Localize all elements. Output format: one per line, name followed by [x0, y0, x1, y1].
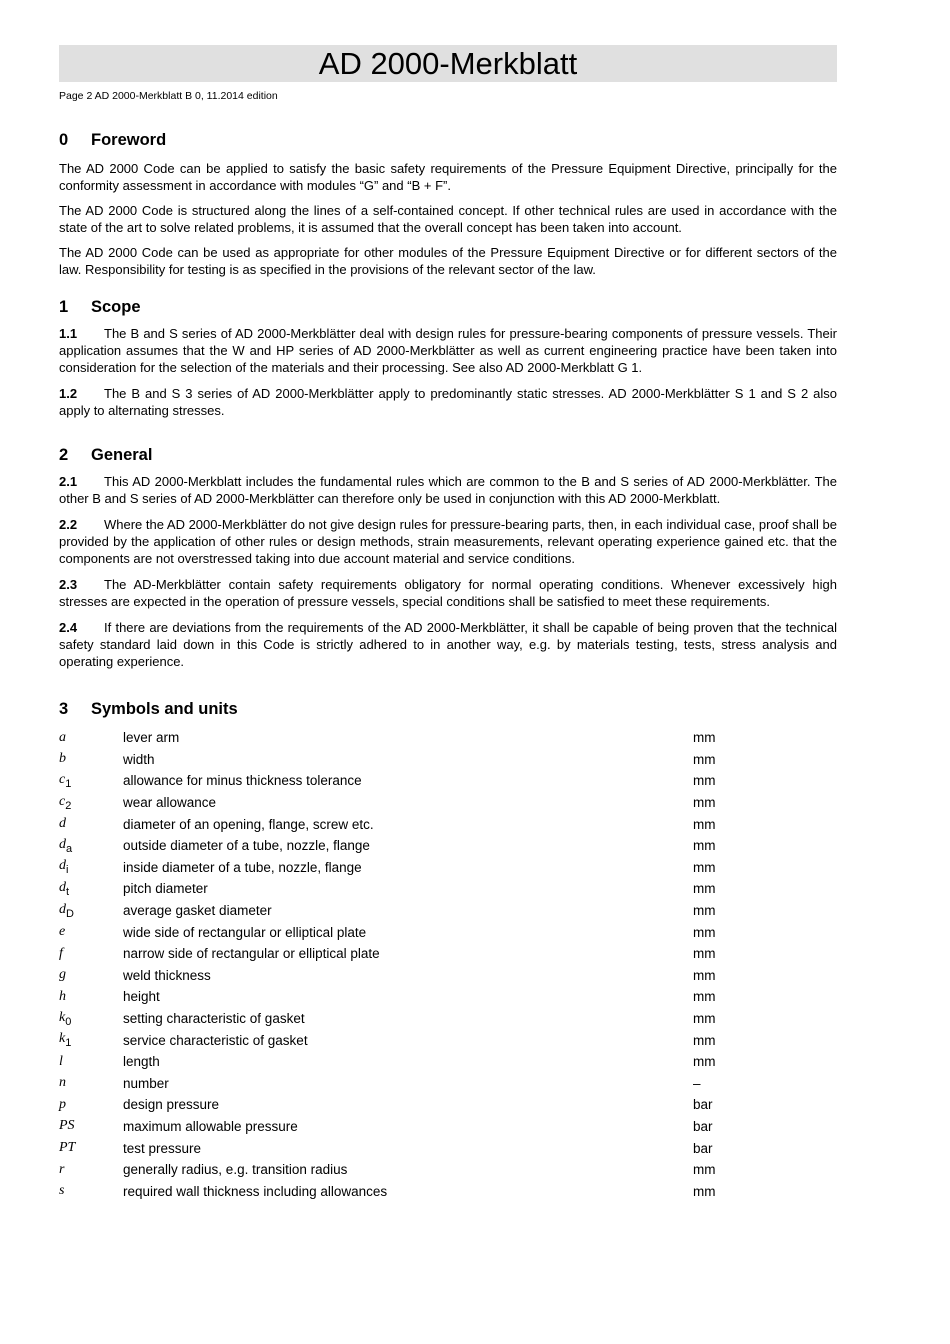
symbol-description: average gasket diameter	[123, 903, 272, 919]
paragraph-1-2: 1.2 The B and S 3 series of AD 2000-Merkblätter apply to predominantly static stresses. AD 2000-Merkblätter S 1 and S 2 also apply to alternating stresses.	[59, 386, 837, 418]
symbol-row	[59, 878, 837, 900]
section-heading: 1 Scope	[59, 298, 141, 316]
symbol-description: pitch diameter	[123, 881, 208, 897]
symbol-description: height	[123, 989, 160, 1005]
symbol-row	[59, 1029, 837, 1051]
symbol-unit: –	[693, 1075, 701, 1091]
section-general	[59, 446, 837, 670]
paragraph-2-2: 2.2 Where the AD 2000-Merkblätter do not give design rules for pressure-bearing parts, then, in each individual case, proof shall be provided by the application of other rules or design methods, strain measurements, relevant operating experience gained etc. that the components are not overstressed taking into due account material and service conditions.	[59, 517, 837, 566]
symbol-unit: bar	[693, 1118, 713, 1134]
symbol: $d_i$	[59, 858, 69, 877]
symbol-row	[59, 813, 837, 835]
symbol-row	[59, 835, 837, 857]
symbol-unit: mm	[693, 730, 716, 746]
symbol: a	[59, 729, 66, 745]
symbol: $c_2$	[59, 793, 72, 812]
symbol-row	[59, 749, 837, 771]
symbol-unit: mm	[693, 924, 716, 940]
symbol-row	[59, 792, 837, 814]
symbol-row	[59, 1051, 837, 1073]
section-foreword	[59, 131, 837, 278]
document-page	[59, 0, 837, 1202]
symbol: $d_D$	[59, 901, 74, 920]
symbol-unit: bar	[693, 1097, 713, 1113]
symbol-row	[59, 1159, 837, 1181]
symbol-unit: mm	[693, 1032, 716, 1048]
symbol-description: diameter of an opening, flange, screw etc.	[123, 816, 374, 832]
symbol-description: wide side of rectangular or elliptical plate	[123, 924, 367, 940]
paragraph-1-1: 1.1 The B and S series of AD 2000-Merkblätter deal with design rules for pressure-bearing components of pressure vessels. Their application assumes that the W and HP series of AD 2000-Merkblätter as well as current engineering practice have been taken into consideration for the selection of the materials and their processing. See also AD 2000-Merkblatt G 1.	[59, 326, 837, 375]
symbol-unit: mm	[693, 1183, 716, 1199]
symbol: n	[59, 1075, 66, 1091]
symbol-description: length	[123, 1054, 160, 1070]
symbol-description: inside diameter of a tube, nozzle, flange	[123, 859, 362, 875]
paragraph-2-4: 2.4 If there are deviations from the requirements of the AD 2000-Merkblätter, it shall be capable of being proven that the technical safety standard laid down in this Code is strictly adhered to in another way, e.g. by materials testing, tests, stress analysis and operating experience.	[59, 620, 837, 669]
symbol-description: narrow side of rectangular or elliptical plate	[123, 946, 380, 962]
symbol: l	[59, 1053, 63, 1069]
symbol: d	[59, 816, 66, 832]
symbol-row	[59, 1073, 837, 1095]
symbol-description: generally radius, e.g. transition radius	[123, 1162, 348, 1178]
document-title: AD 2000-Merkblatt	[318, 46, 578, 81]
symbol-unit: mm	[693, 1011, 716, 1027]
symbol-row	[59, 1008, 837, 1030]
symbol: s	[59, 1183, 65, 1199]
symbol-unit: mm	[693, 1162, 716, 1178]
symbol: $d_a$	[59, 836, 73, 855]
symbol-description: setting characteristic of gasket	[123, 1011, 305, 1027]
symbol-unit: mm	[693, 967, 716, 983]
symbol-description: number	[123, 1075, 169, 1091]
paragraph: The AD 2000 Code is structured along the lines of a self-contained concept. If other technical rules are used in accordance with the state of the art to solve related problems, it is assumed that the overall concept has been taken into account.	[59, 203, 837, 235]
symbol-row	[59, 921, 837, 943]
paragraph-2-1: 2.1 This AD 2000-Merkblatt includes the fundamental rules which are common to the B and S series of AD 2000-Merkblätter. The other B and S series of AD 2000-Merkblätter can therefore only be used in conjunction with this AD 2000-Merkblatt.	[59, 474, 837, 506]
symbol-description: outside diameter of a tube, nozzle, flange	[123, 838, 370, 854]
symbol-row	[59, 900, 837, 922]
symbol-description: design pressure	[123, 1097, 220, 1113]
symbol-description: weld thickness	[123, 967, 211, 983]
paragraph: The AD 2000 Code can be used as appropriate for other modules of the Pressure Equipment Directive or for different sectors of the law. Responsibility for testing is as specified in the provisions of the relevant sector of the law.	[59, 245, 837, 277]
symbol: PT	[59, 1140, 76, 1156]
symbol-unit: mm	[693, 881, 716, 897]
section-scope	[59, 298, 837, 419]
symbol: h	[59, 988, 66, 1004]
symbol-row	[59, 727, 837, 749]
symbol-unit: mm	[693, 751, 716, 767]
symbol-row	[59, 857, 837, 879]
symbol-unit: mm	[693, 816, 716, 832]
symbol-unit: mm	[693, 903, 716, 919]
symbol-unit: mm	[693, 859, 716, 875]
symbol: PS	[59, 1118, 75, 1134]
symbol-unit: mm	[693, 1054, 716, 1070]
paragraph-2-3: 2.3 The AD-Merkblätter contain safety requirements obligatory for normal operating conditions. Whenever excessively high stresses are expected in the operation of pressure vessels, special conditions shall be satisfied to meet these requirements.	[59, 577, 837, 609]
symbol-unit: mm	[693, 773, 716, 789]
section-heading: 2 General	[59, 446, 153, 464]
symbol-unit: mm	[693, 989, 716, 1005]
symbol-description: test pressure	[123, 1140, 202, 1156]
paragraph: The AD 2000 Code can be applied to satisfy the basic safety requirements of the Pressure Equipment Directive, principally for the conformity assessment in accordance with modules “G” and “B + F”.	[59, 161, 837, 193]
symbol-unit: mm	[693, 946, 716, 962]
section-heading: 0 Foreword	[59, 131, 167, 149]
symbols-table	[59, 727, 837, 1202]
symbol: $k_1$	[59, 1031, 72, 1049]
symbol-description: required wall thickness including allowances	[123, 1183, 388, 1199]
symbol: p	[59, 1096, 66, 1112]
symbol: b	[59, 751, 66, 767]
symbol-description: width	[123, 751, 155, 767]
symbol-row	[59, 943, 837, 965]
symbol-description: service characteristic of gasket	[123, 1032, 308, 1048]
symbol-row	[59, 965, 837, 987]
symbol: f	[59, 945, 63, 961]
symbol-row	[59, 1116, 837, 1138]
symbol-unit: mm	[693, 838, 716, 854]
symbol: $k_0$	[59, 1009, 72, 1028]
section-heading: 3 Symbols and units	[59, 700, 238, 718]
symbol-description: wear allowance	[123, 795, 217, 811]
symbol-row	[59, 986, 837, 1008]
symbol-description: allowance for minus thickness tolerance	[123, 773, 362, 789]
symbol: $c_1$	[59, 772, 72, 790]
section-symbols	[59, 700, 837, 1202]
symbol: $d_t$	[59, 880, 70, 898]
symbol: e	[59, 924, 66, 940]
symbol-row	[59, 770, 837, 792]
symbol-row	[59, 1180, 837, 1202]
symbol: r	[59, 1161, 65, 1177]
symbol-row	[59, 1137, 837, 1159]
symbol-unit: bar	[693, 1140, 713, 1156]
symbol-row	[59, 1094, 837, 1116]
symbol-description: maximum allowable pressure	[123, 1118, 298, 1134]
symbol: g	[59, 967, 66, 983]
symbol-description: lever arm	[123, 730, 180, 746]
title-bar	[59, 45, 837, 82]
symbol-unit: mm	[693, 795, 716, 811]
page-reference: Page 2 AD 2000-Merkblatt B 0, 11.2014 edition	[59, 90, 278, 102]
